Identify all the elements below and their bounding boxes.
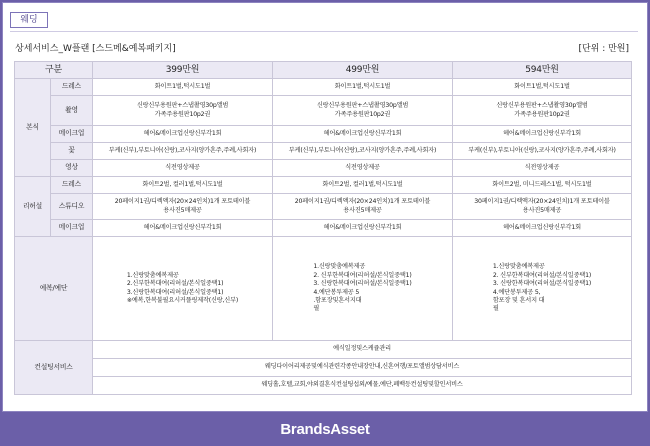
row-label-rehearsal-makeup: 메이크업	[51, 220, 93, 237]
cell: 헤어&메이크업신랑신부각1회	[93, 220, 273, 237]
cell: 20페이지1권/디렉액자(20×24인치)1개 포토테이블용사진5매제공	[273, 194, 453, 220]
cell	[273, 237, 453, 341]
row-label-rehearsal-dress: 드레스	[51, 177, 93, 194]
row-label-main-makeup: 메이크업	[51, 126, 93, 143]
suit-list: 1.신랑맞춤예복제공 2. 신부한복대여(리허설/본식일중택1) 3. 신랑한복대여(리허설/본식일중택1) 4.예단봉투제공 5, 함포장 및 혼서지 대 필	[492, 263, 592, 313]
cell: 30페이지1권/디렉액자(20×24인치)1개 포토테이블용사진5매제공	[453, 194, 632, 220]
cell: 20페이지1권/디렉액자(20×24인치)1개 포토테이블용사진5매제공	[93, 194, 273, 220]
consult-item: 웨딩홀,호텔,교회,야외결혼식컨설팅섭외/예물,예단,폐백등컨설팅및할인서비스	[93, 377, 632, 395]
cell: 화이트2벌, 컬러1벌,턱시도1벌	[273, 177, 453, 194]
cell: 신랑신부용원판+스냅촬영30p앨범가족주용원판10p2권	[453, 96, 632, 126]
header-plan-594: 594만원	[453, 62, 632, 79]
cell: 헤어&메이크업신랑신부각1회	[273, 220, 453, 237]
cell	[93, 237, 273, 341]
group-consult: 컨설팅서비스	[15, 341, 93, 395]
suit-list: 1.신랑맞춤예복제공 2.신부한복대여(리허설/본식일중택1) 3.신랑한복대여(리허설/본식일중택1) ※예복,한복불필요시커플링제작(신랑,신부)	[126, 271, 239, 304]
header-plan-499: 499만원	[273, 62, 453, 79]
cell: 부케(신부),부토니아(신랑),코사지(양가혼주,주례,사회자)	[93, 143, 273, 160]
page-subtitle: 상세서비스_W플랜 [스드메&예복패키지]	[15, 44, 176, 54]
row-label-main-photo: 촬영	[51, 96, 93, 126]
cell: 부케(신부),부토니아(신랑),코사지(양가혼주,주례,사회자)	[453, 143, 632, 160]
suit-list: 1.신랑맞춤예복제공 2. 신부한복대여(리허설/본식일중택1) 3. 신랑한복대여(리허설/본식일중택1) 4.예단봉투제공 5 .함포장및혼서지대 필	[313, 263, 412, 313]
group-main: 본식	[15, 79, 51, 177]
header-plan-399: 399만원	[93, 62, 273, 79]
row-label-main-dress: 드레스	[51, 79, 93, 96]
cell: 헤어&메이크업신랑신부각1회	[453, 220, 632, 237]
cell: 화이트1벌,턱시도1벌	[93, 79, 273, 96]
consult-item: 예식일정및스케쥴관리	[93, 341, 632, 359]
group-rehearsal: 리허설	[15, 177, 51, 237]
unit-label: [단위 : 만원]	[578, 44, 629, 54]
cell: 헤어&메이크업신랑신부각1회	[453, 126, 632, 143]
cell: 신랑신부용원판+스냅촬영30p앨범가족주용원판10p2권	[273, 96, 453, 126]
cell: 부케(신부),부토니아(신랑),코사지(양가혼주,주례,사회자)	[273, 143, 453, 160]
cell: 헤어&메이크업신랑신부각1회	[273, 126, 453, 143]
cell: 화이트2벌, 미니드레스1벌, 턱시도1벌	[453, 177, 632, 194]
cell: 식전영상제공	[453, 160, 632, 177]
cell: 화이트2벌, 컬러1벌,턱시도1벌	[93, 177, 273, 194]
header-group: 구분	[15, 62, 93, 79]
cell: 화이트1벌,턱시도1벌	[273, 79, 453, 96]
cell: 식전영상제공	[93, 160, 273, 177]
footer-bar	[0, 413, 650, 446]
category-tag: 웨딩	[10, 12, 48, 28]
row-label-main-video: 영상	[51, 160, 93, 177]
group-suit: 예복/예단	[15, 237, 93, 341]
cell	[453, 237, 632, 341]
divider	[10, 31, 638, 32]
consult-item: 웨딩다이어리제공및예식관련각종안내장안내,신혼여행/포토앨범상담서비스	[93, 359, 632, 377]
cell: 신랑신부용원판+스냅촬영30p앨범가족주용원판10p2권	[93, 96, 273, 126]
plan-table	[14, 61, 632, 395]
brand-logo: BrandsAsset	[280, 421, 370, 438]
cell: 식전영상제공	[273, 160, 453, 177]
row-label-main-flower: 꽃	[51, 143, 93, 160]
row-label-rehearsal-studio: 스튜디오	[51, 194, 93, 220]
cell: 헤어&메이크업신랑신부각1회	[93, 126, 273, 143]
cell: 화이트1벌,턱시도1벌	[453, 79, 632, 96]
